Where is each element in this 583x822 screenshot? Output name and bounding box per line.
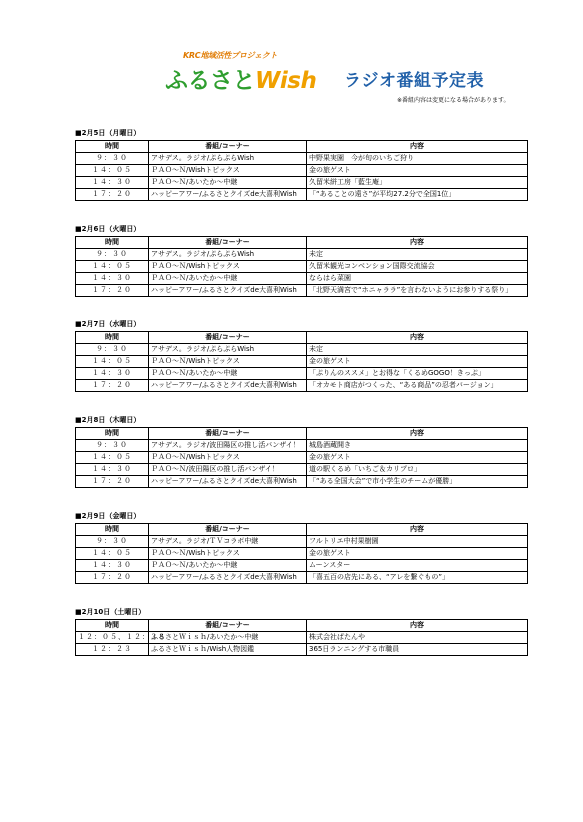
- cell-time: １４：０５: [76, 261, 149, 273]
- change-note: ※番組内容は変更になる場合があります。: [397, 97, 510, 104]
- cell-time: ９：３０: [76, 344, 149, 356]
- table-header-row: [76, 237, 528, 249]
- cell-program: ハッピーアワー/ふるさとクイズde大喜利Wish: [149, 285, 307, 297]
- cell-time: １４：３０: [76, 273, 149, 285]
- header-content: 内容: [307, 524, 528, 536]
- logo-main: [165, 62, 316, 95]
- schedule-table: [75, 427, 528, 488]
- furusato-wish-logo: [165, 50, 317, 94]
- table-row: [76, 464, 528, 476]
- cell-content: ムーンスター: [307, 560, 528, 572]
- cell-time: １４：３０: [76, 368, 149, 380]
- cell-time: ９：３０: [76, 153, 149, 165]
- cell-program: アサデス。ラジオ/ＴＶコラボ中継: [149, 536, 307, 548]
- cell-content: 城島酒蔵開き: [307, 440, 528, 452]
- table-header-row: [76, 332, 528, 344]
- day-section: [75, 318, 527, 392]
- cell-content: 「北野天満宮で“ホニャララ”を言わないようにお参りする祭り」: [307, 285, 528, 297]
- cell-program: ＰＡＯ～Ｎ/波田陽区の推し活バンザイ！: [149, 464, 307, 476]
- schedule-table: [75, 331, 528, 392]
- cell-content: 中野果実園 今が旬のいちご狩り: [307, 153, 528, 165]
- header-program: 番組/コーナー: [149, 332, 307, 344]
- cell-time: １４：０５: [76, 356, 149, 368]
- cell-program: アサデス。ラジオ/ぷらぷらWish: [149, 344, 307, 356]
- cell-content: 「“ある全国大会”で市小学生のチームが優勝」: [307, 476, 528, 488]
- table-row: [76, 285, 528, 297]
- cell-content: 「“あることの遠さ”が平均27.2分で全国1位」: [307, 189, 528, 201]
- cell-time: １４：３０: [76, 464, 149, 476]
- cell-program: アサデス。ラジオ/ぷらぷらWish: [149, 249, 307, 261]
- cell-time: ９：３０: [76, 536, 149, 548]
- table-row: [76, 560, 528, 572]
- table-row: [76, 368, 528, 380]
- cell-content: 金の旅ゲスト: [307, 356, 528, 368]
- table-row: [76, 440, 528, 452]
- day-heading: ■2月6日（火曜日）: [75, 225, 141, 233]
- cell-content: 久留米観光コンベンション国際交流協会: [307, 261, 528, 273]
- logo-kicker: KRC地域活性プロジェクト: [183, 51, 278, 60]
- cell-program: ＰＡＯ～Ｎ/Wishトピックス: [149, 548, 307, 560]
- cell-time: １７：２０: [76, 476, 149, 488]
- table-row: [76, 644, 528, 656]
- cell-content: 久留米絣工房「藍生庵」: [307, 177, 528, 189]
- header-program: 番組/コーナー: [149, 237, 307, 249]
- header-time: 時間: [76, 524, 149, 536]
- cell-time: １２：２３: [76, 644, 149, 656]
- header-program: 番組/コーナー: [149, 524, 307, 536]
- day-section: [75, 223, 527, 297]
- cell-content: ならはら菜園: [307, 273, 528, 285]
- table-row: [76, 548, 528, 560]
- cell-program: ふるさとＷｉｓｈ/あいたか～中継: [149, 632, 307, 644]
- schedule-table: [75, 140, 528, 201]
- header-content: 内容: [307, 141, 528, 153]
- table-row: [76, 249, 528, 261]
- cell-time: １７：２０: [76, 189, 149, 201]
- header-content: 内容: [307, 428, 528, 440]
- cell-time: １４：３０: [76, 560, 149, 572]
- cell-time: ９：３０: [76, 249, 149, 261]
- cell-time: １４：０５: [76, 165, 149, 177]
- table-header-row: [76, 524, 528, 536]
- header-time: 時間: [76, 141, 149, 153]
- table-row: [76, 261, 528, 273]
- cell-program: ＰＡＯ～Ｎ/Wishトピックス: [149, 452, 307, 464]
- cell-time: １４：０５: [76, 452, 149, 464]
- cell-content: 「オカモト商店がつくった、“ある商品”の忍者バージョン」: [307, 380, 528, 392]
- cell-program: ハッピーアワー/ふるさとクイズde大喜利Wish: [149, 380, 307, 392]
- cell-program: ＰＡＯ～Ｎ/Wishトピックス: [149, 165, 307, 177]
- cell-content: 道の駅くるめ「いちご＆カリプロ」: [307, 464, 528, 476]
- day-section: [75, 414, 527, 488]
- cell-time: １７：２０: [76, 285, 149, 297]
- header-program: 番組/コーナー: [149, 141, 307, 153]
- cell-time: １４：０５: [76, 548, 149, 560]
- table-row: [76, 344, 528, 356]
- day-section: [75, 127, 527, 201]
- day-section: [75, 510, 527, 584]
- cell-program: アサデス。ラジオ/ぷらぷらWish: [149, 153, 307, 165]
- header-time: 時間: [76, 428, 149, 440]
- header-program: 番組/コーナー: [149, 428, 307, 440]
- cell-content: 未定: [307, 249, 528, 261]
- schedule-table: [75, 523, 528, 584]
- table-row: [76, 632, 528, 644]
- cell-time: ９：３０: [76, 440, 149, 452]
- cell-content: 未定: [307, 344, 528, 356]
- cell-time: １７：２０: [76, 572, 149, 584]
- table-row: [76, 273, 528, 285]
- schedule-table: [75, 236, 528, 297]
- table-row: [76, 153, 528, 165]
- table-header-row: [76, 428, 528, 440]
- table-row: [76, 356, 528, 368]
- cell-program: ＰＡＯ～Ｎ/あいたか～中継: [149, 560, 307, 572]
- cell-program: ＰＡＯ～Ｎ/あいたか～中継: [149, 368, 307, 380]
- cell-content: 365日ランニングする市職員: [307, 644, 528, 656]
- header-program: 番組/コーナー: [149, 620, 307, 632]
- day-heading: ■2月5日（月曜日）: [75, 129, 141, 137]
- header-content: 内容: [307, 620, 528, 632]
- table-row: [76, 165, 528, 177]
- table-row: [76, 536, 528, 548]
- cell-content: 「ぷりんのススメ」とお得な「くるめGOGO！きっぷ」: [307, 368, 528, 380]
- day-heading: ■2月7日（水曜日）: [75, 320, 141, 328]
- day-section: [75, 606, 527, 656]
- cell-program: ふるさとＷｉｓｈ/Wish人物図鑑: [149, 644, 307, 656]
- header-time: 時間: [76, 620, 149, 632]
- table-row: [76, 452, 528, 464]
- table-row: [76, 476, 528, 488]
- table-row: [76, 189, 528, 201]
- header-content: 内容: [307, 237, 528, 249]
- cell-program: ＰＡＯ～Ｎ/あいたか～中継: [149, 273, 307, 285]
- header-time: 時間: [76, 332, 149, 344]
- cell-content: 金の旅ゲスト: [307, 165, 528, 177]
- day-heading: ■2月10日（土曜日）: [75, 608, 146, 616]
- cell-content: 「喜五百の店先にある、“アレを繋ぐもの”」: [307, 572, 528, 584]
- cell-content: フルトリエ中村果樹園: [307, 536, 528, 548]
- table-row: [76, 177, 528, 189]
- cell-program: ＰＡＯ～Ｎ/あいたか～中継: [149, 177, 307, 189]
- cell-content: 株式会社ぱたんや: [307, 632, 528, 644]
- table-row: [76, 572, 528, 584]
- cell-content: 金の旅ゲスト: [307, 548, 528, 560]
- table-row: [76, 380, 528, 392]
- cell-time: １７：２０: [76, 380, 149, 392]
- cell-program: アサデス。ラジオ/波田陽区の推し活バンザイ！: [149, 440, 307, 452]
- cell-program: ハッピーアワー/ふるさとクイズde大喜利Wish: [149, 189, 307, 201]
- cell-program: ハッピーアワー/ふるさとクイズde大喜利Wish: [149, 572, 307, 584]
- day-heading: ■2月8日（木曜日）: [75, 416, 141, 424]
- table-header-row: [76, 620, 528, 632]
- cell-time: １２：０５、１２：３８: [76, 632, 149, 644]
- table-header-row: [76, 141, 528, 153]
- page-title: ラジオ番組予定表: [344, 71, 484, 91]
- logo-furusato: ふるさと: [165, 68, 255, 94]
- cell-time: １４：３０: [76, 177, 149, 189]
- cell-program: ＰＡＯ～Ｎ/Wishトピックス: [149, 356, 307, 368]
- cell-content: 金の旅ゲスト: [307, 452, 528, 464]
- header-time: 時間: [76, 237, 149, 249]
- day-heading: ■2月9日（金曜日）: [75, 512, 141, 520]
- logo-wish: Wish: [255, 68, 317, 94]
- cell-program: ＰＡＯ～Ｎ/Wishトピックス: [149, 261, 307, 273]
- schedule-table: [75, 619, 528, 656]
- cell-program: ハッピーアワー/ふるさとクイズde大喜利Wish: [149, 476, 307, 488]
- header-content: 内容: [307, 332, 528, 344]
